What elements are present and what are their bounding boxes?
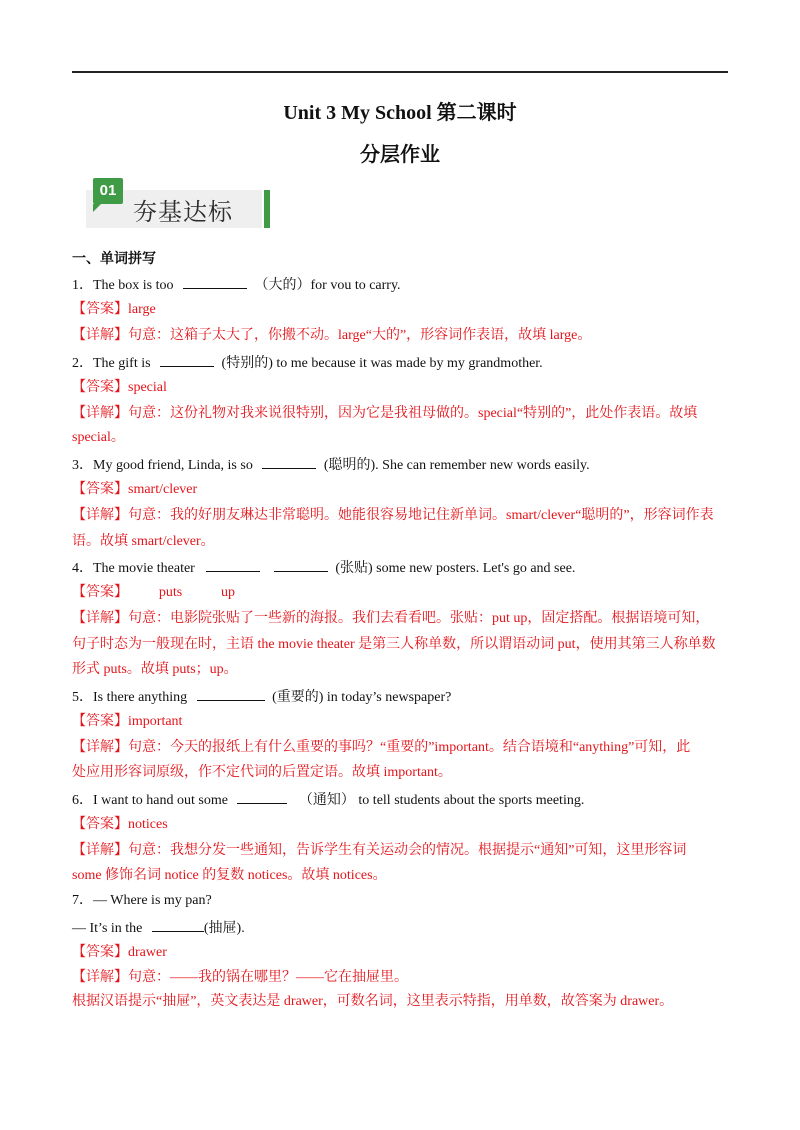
page-title: Unit 3 My School 第二课时: [283, 102, 517, 124]
answer-7: 【答案】drawer: [72, 945, 167, 960]
explanation-4-line-3: 形式 puts。故填 puts；up。: [72, 662, 238, 677]
explanation-5-line-1: 【详解】句意：今天的报纸上有什么重要的事吗？“重要的”important。结合语境和“anything”可知，此: [72, 740, 691, 755]
answer-blank: [152, 917, 204, 932]
answer-3: 【答案】smart/clever: [72, 482, 198, 497]
answer-5: 【答案】important: [72, 714, 183, 729]
explanation-7-line-2: 根据汉语提示“抽屉”，英文表达是 drawer，可数名词，这里表示特指，用单数，故答案为 drawer。: [72, 994, 674, 1009]
badge-number: 01: [93, 178, 123, 204]
question-3: [72, 454, 590, 476]
question-4: [72, 557, 575, 579]
question-5-text: 5．Is there anything: [72, 690, 188, 705]
answer-1: 【答案】large: [72, 302, 156, 317]
answer-blank: [274, 557, 328, 572]
answer-4-label: 【答案】: [72, 585, 128, 600]
question-1-text: 1．The box is too: [72, 278, 174, 293]
question-1: [72, 274, 401, 296]
answer-blank: [206, 557, 260, 572]
question-6: [72, 789, 584, 811]
explanation-3-line-1: 【详解】句意：我的好朋友琳达非常聪明。她能很容易地记住新单词。smart/clever“聪明的”，形容词作表: [72, 508, 714, 523]
question-7-text: — It’s in the: [72, 921, 143, 936]
explanation-5-line-2: 处应用形容词原级，作不定代词的后置定语。故填 important。: [72, 765, 452, 780]
question-5-hint: (重要的) in today’s newspaper?: [272, 690, 452, 705]
answer-6: 【答案】notices: [72, 817, 168, 832]
question-7-line-2: [72, 917, 245, 939]
answer-blank: [160, 352, 214, 367]
question-1-hint: （大的）for vou to carry.: [254, 278, 401, 293]
question-7-line-1: 7．— Where is my pan?: [72, 893, 212, 908]
explanation-2-line-1: 【详解】句意：这份礼物对我来说很特别，因为它是我祖母做的。special“特别的”，此处作表语。故填: [72, 406, 698, 421]
badge-accent-bar: [264, 190, 270, 228]
section-heading: 一、单词拼写: [72, 252, 156, 267]
badge-tail-icon: [93, 204, 101, 212]
answer-4: [72, 583, 243, 603]
answer-blank: [197, 686, 265, 701]
explanation-6-line-1: 【详解】句意：我想分发一些通知，告诉学生有关运动会的情况。根据提示“通知”可知，这里形容词: [72, 843, 687, 858]
question-2: [72, 352, 543, 374]
header-rule: [72, 71, 728, 73]
explanation-4-line-1: 【详解】句意：电影院张贴了一些新的海报。我们去看看吧。张贴：put up，固定搭配。根据语境可知，: [72, 611, 710, 626]
answer-4-word-2: up: [221, 585, 235, 600]
explanation-6-line-2: some 修饰名词 notice 的复数 notices。故填 notices。: [72, 868, 387, 883]
question-4-hint: (张贴) some new posters. Let's go and see.: [335, 561, 576, 576]
question-3-text: 3．My good friend, Linda, is so: [72, 458, 253, 473]
question-3-hint: (聪明的). She can remember new words easily.: [323, 458, 590, 473]
question-2-text: 2．The gift is: [72, 356, 151, 371]
question-6-text: 6．I want to hand out some: [72, 793, 228, 808]
badge-label: 夯基达标: [133, 198, 233, 226]
answer-2: 【答案】special: [72, 380, 167, 395]
answer-blank: [183, 274, 247, 289]
question-7-hint: (抽屉).: [203, 921, 245, 936]
question-6-hint: （通知） to tell students about the sports meeting.: [298, 793, 585, 808]
page-subtitle: 分层作业: [360, 144, 440, 166]
answer-blank: [262, 454, 316, 469]
explanation-4-line-2: 句子时态为一般现在时，主语 the movie theater 是第三人称单数，所以谓语动词 put，使用其第三人称单数: [72, 637, 716, 652]
explanation-2-line-2: special。: [72, 430, 125, 445]
section-badge: [86, 178, 272, 228]
question-5: [72, 686, 451, 708]
explanation-1: 【详解】句意：这箱子太大了，你搬不动。large“大的”，形容词作表语，故填 large。: [72, 328, 592, 343]
explanation-3-line-2: 语。故填 smart/clever。: [72, 534, 215, 549]
explanation-7-line-1: 【详解】句意：——我的锅在哪里？——它在抽屉里。: [72, 970, 408, 985]
question-4-text: 4．The movie theater: [72, 561, 195, 576]
question-2-hint: (特别的) to me because it was made by my grandmother.: [221, 356, 543, 371]
answer-4-word-1: puts: [158, 585, 183, 600]
answer-blank: [237, 789, 287, 804]
